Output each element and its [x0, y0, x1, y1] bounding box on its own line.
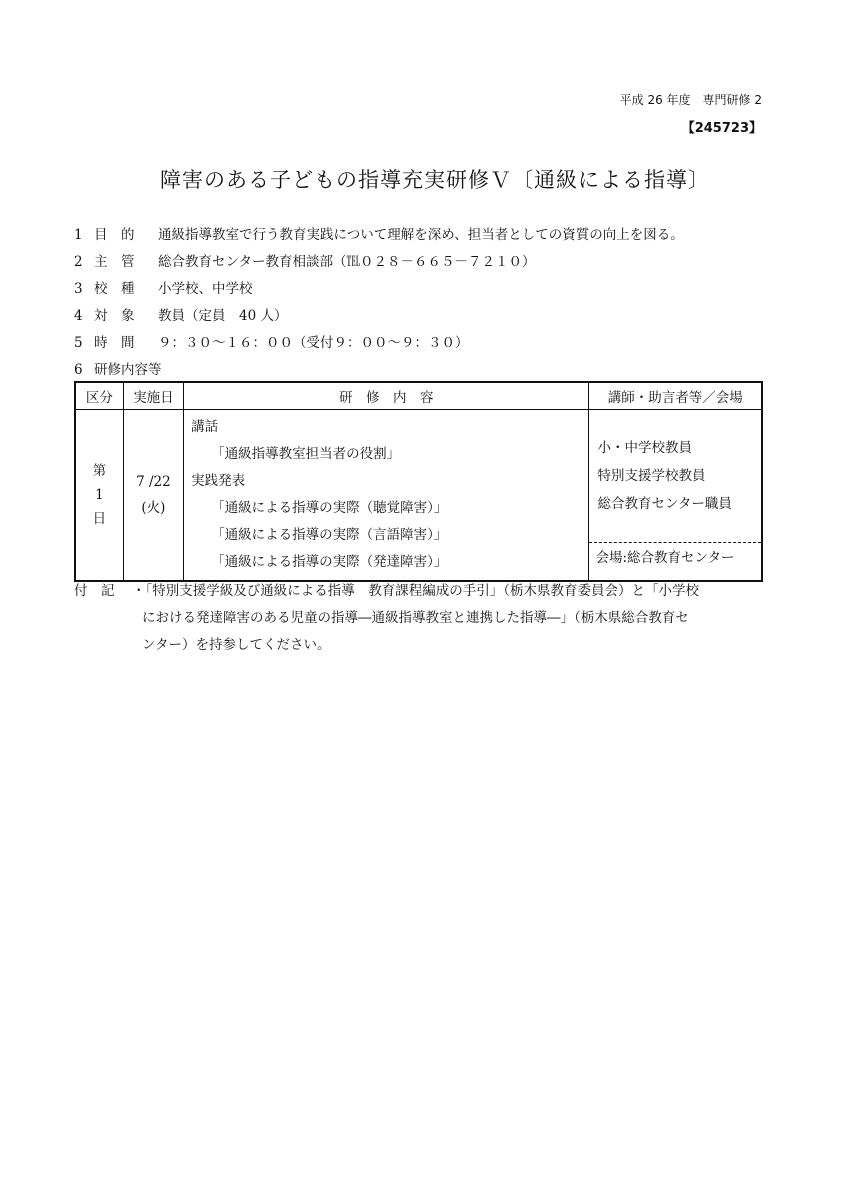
item-number: 2 — [74, 254, 83, 270]
course-code: 【245723】 — [681, 121, 762, 136]
item-value: 総合教育センター教育相談部（℡０２８－６６５－７２１０） — [158, 254, 536, 270]
venue: 会場:総合教育センター — [589, 542, 761, 574]
note-body — [132, 578, 768, 659]
content-line: 実践発表 — [191, 473, 246, 489]
note-line: ・「特別支援学級及び通級による指導 教育課程編成の手引」（栃木県教育委員会）と「小学校 — [132, 583, 699, 599]
kubun-char: 日 — [92, 511, 107, 527]
cell-lecturer — [589, 410, 762, 582]
item-label: 目 的 — [94, 227, 135, 243]
content-line: 「通級による指導の実際（発達障害）」 — [211, 554, 448, 570]
kubun-char: 1 — [95, 487, 104, 503]
page-title: 障害のある子どもの指導充実研修Ｖ〔通級による指導〕 — [160, 168, 710, 192]
header-content: 研 修 内 容 — [184, 382, 589, 410]
content-line: 「通級指導教室担当者の役割」 — [211, 446, 401, 462]
item-label: 主 管 — [94, 254, 135, 270]
header-lecturer: 講師・助言者等／会場 — [589, 382, 762, 410]
item-training-content — [74, 358, 162, 378]
item-number: 1 — [74, 227, 83, 243]
item-number: 3 — [74, 281, 83, 297]
course-info: 平成 26 年度 専門研修 2 — [619, 93, 762, 107]
weekday-value: (火) — [141, 500, 166, 516]
item-label: 時 間 — [94, 335, 135, 351]
lecturer-item: 小・中学校教員 — [597, 440, 692, 456]
note-label: 付 記 — [74, 583, 115, 599]
item-value: 通級指導教室で行う教育実践について理解を深め、担当者としての資質の向上を図る。 — [158, 227, 684, 243]
table-row — [75, 410, 762, 582]
lecturer-item: 特別支援学校教員 — [597, 468, 706, 484]
item-value: 小学校、中学校 — [158, 281, 253, 297]
header-kubun: 区分 — [75, 382, 123, 410]
cell-kubun — [75, 410, 123, 582]
item-value: 教員（定員 40 人） — [158, 308, 288, 324]
date-value: 7 /22 — [136, 474, 171, 490]
kubun-char: 第 — [92, 463, 107, 479]
item-label: 対 象 — [94, 308, 135, 324]
note-line: ンター）を持参してください。 — [142, 637, 331, 653]
item-label: 校 種 — [94, 281, 135, 297]
cell-content — [184, 410, 589, 582]
item-management — [74, 250, 535, 270]
content-line: 「通級による指導の実際（聴覚障害）」 — [211, 500, 448, 516]
item-target — [74, 304, 287, 324]
content-line: 講話 — [191, 419, 219, 435]
item-label: 研修内容等 — [94, 362, 162, 378]
schedule-table — [74, 381, 763, 582]
lecturer-item: 総合教育センター職員 — [597, 496, 732, 512]
lecturer-list — [589, 410, 761, 542]
header-date: 実施日 — [123, 382, 183, 410]
item-number: 5 — [74, 335, 83, 351]
note-line: における発達障害のある児童の指導―通級指導教室と連携した指導―」（栃木県総合教育セ — [142, 610, 689, 626]
item-purpose — [74, 223, 684, 243]
content-line: 「通級による指導の実際（言語障害）」 — [211, 527, 448, 543]
item-value: ９：３０～１６：００（受付９：００～９：３０） — [158, 335, 469, 351]
item-time — [74, 331, 469, 351]
item-number: 4 — [74, 308, 83, 324]
table-header-row — [75, 382, 762, 410]
item-school-type — [74, 277, 253, 297]
item-number: 6 — [74, 362, 83, 378]
cell-date — [123, 410, 183, 582]
